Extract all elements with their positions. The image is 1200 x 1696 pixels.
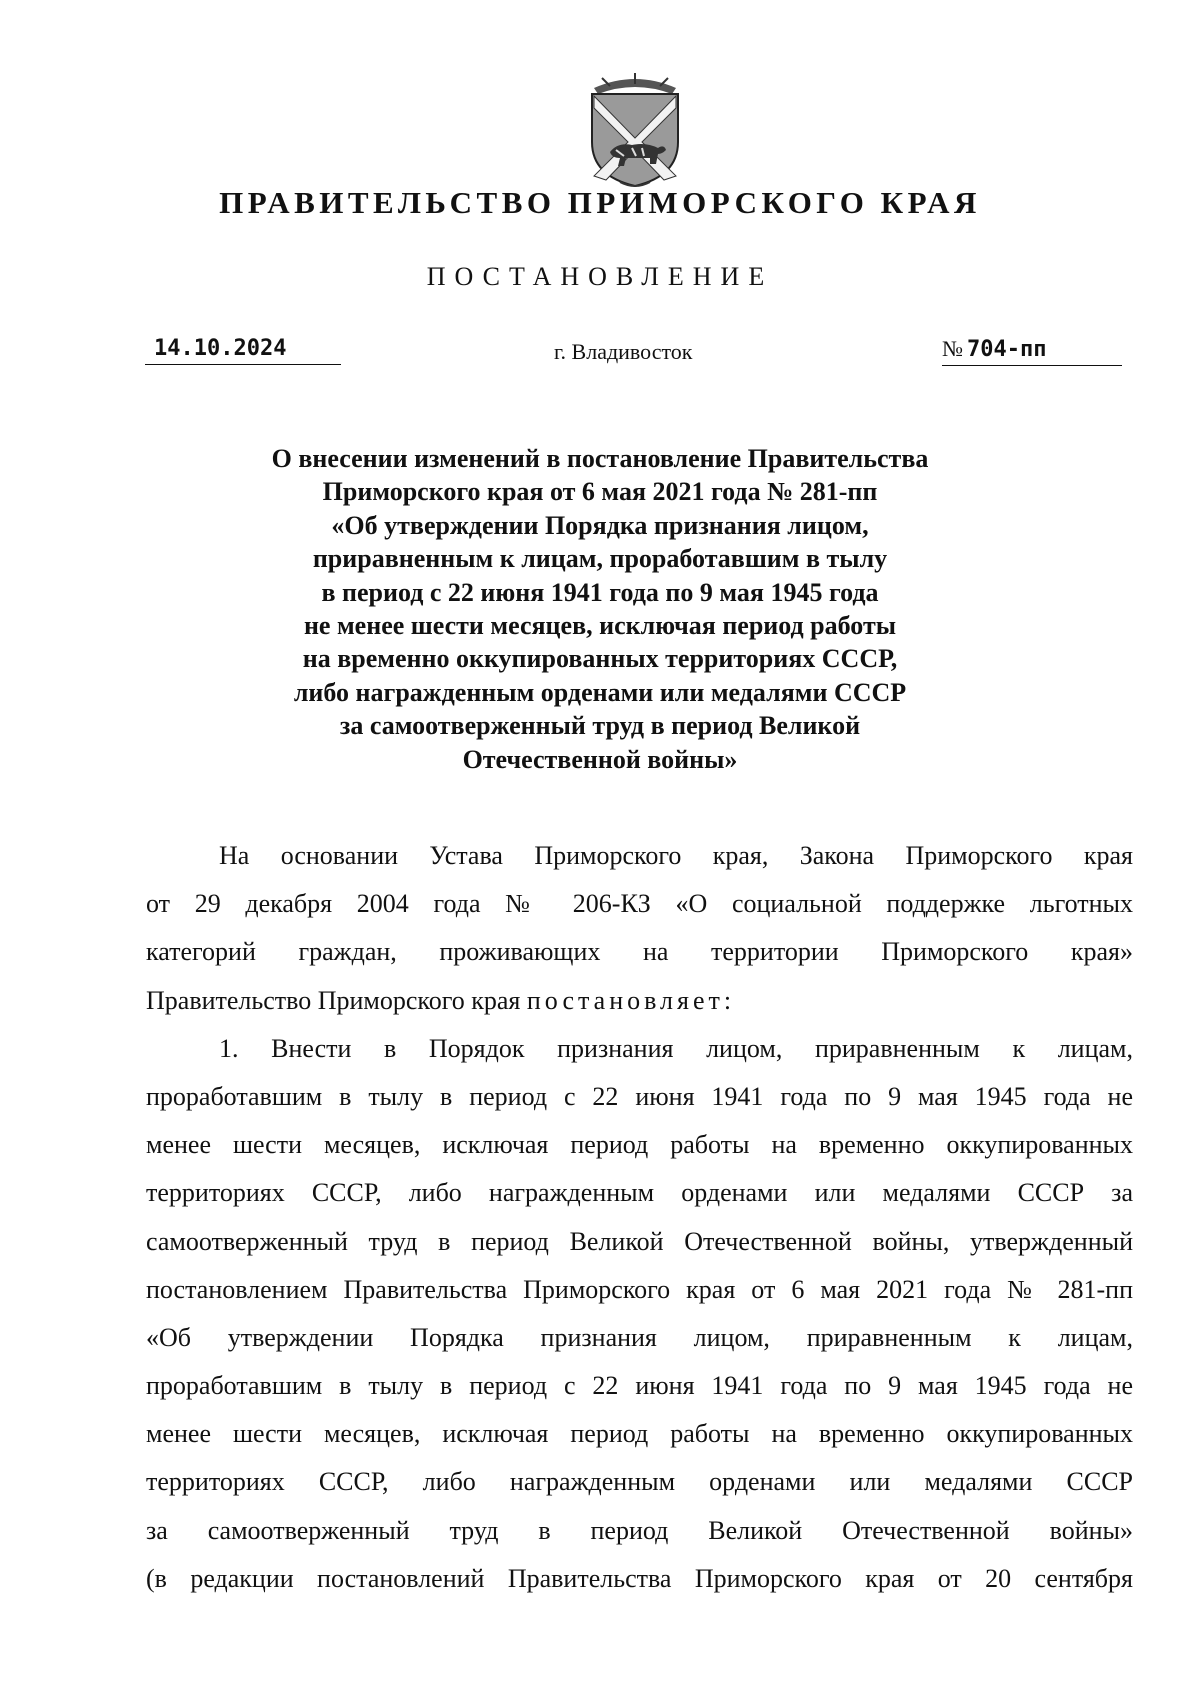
document-type: ПОСТАНОВЛЕНИЕ bbox=[426, 262, 774, 291]
document-number bbox=[942, 334, 1122, 366]
body-line: (в редакции постановлений Правительства Приморского края от 20 сентября bbox=[146, 1563, 1133, 1593]
body-line: от 29 декабря 2004 года № 206-КЗ «О социальной поддержке льготных bbox=[146, 889, 1133, 919]
title-line: «Об утверждении Порядка признания лицом, bbox=[331, 510, 869, 540]
title-line: за самоотверженный труд в период Великой bbox=[339, 711, 861, 741]
body-line: На основании Устава Приморского края, Закона Приморского края bbox=[219, 841, 1133, 870]
document-date: 14.10.2024 bbox=[145, 334, 341, 365]
primorsky-krai-coat-of-arms-icon bbox=[580, 72, 690, 190]
body-line bbox=[146, 977, 1133, 1025]
body-line: менее шести месяцев, исключая период работы на временно оккупированных bbox=[146, 1130, 1133, 1160]
title-line: Отечественной войны» bbox=[462, 744, 738, 774]
body-line: территориях СССР, либо награжденным орденами или медалями СССР bbox=[146, 1467, 1133, 1497]
title-line: на временно оккупированных территориях СССР, bbox=[302, 644, 898, 674]
body-line: категорий граждан, проживающих на территории Приморского края» bbox=[146, 937, 1133, 967]
body-line: территориях СССР, либо награжденным орденами или медалями СССР за bbox=[146, 1178, 1133, 1208]
body-line: проработавшим в тылу в период с 22 июня 1941 года по 9 мая 1945 года не bbox=[146, 1371, 1133, 1401]
body-line: за самоотверженный труд в период Великой Отечественной войны» bbox=[146, 1515, 1133, 1545]
body-line: «Об утверждении Порядка признания лицом, приравненным к лицам, bbox=[146, 1322, 1133, 1352]
number-sign: № bbox=[942, 336, 963, 361]
body-line: 1. Внести в Порядок признания лицом, приравненным к лицам, bbox=[219, 1033, 1133, 1063]
organization-title: ПРАВИТЕЛЬСТВО ПРИМОРСКОГО КРАЯ bbox=[219, 185, 981, 220]
title-line: приравненным к лицам, проработавшим в тылу bbox=[312, 544, 888, 574]
body-line: самоотверженный труд в период Великой Отечественной войны, утвержденный bbox=[146, 1226, 1133, 1256]
document-city: г. Владивосток bbox=[554, 339, 693, 364]
resolution-prefix: Правительство Приморского края bbox=[146, 985, 527, 1015]
document-body bbox=[146, 832, 1133, 1603]
title-line: в период с 22 июня 1941 года по 9 мая 1945 года bbox=[321, 577, 879, 607]
number-value: 704-пп bbox=[967, 337, 1047, 362]
body-line: проработавшим в тылу в период с 22 июня 1941 года по 9 мая 1945 года не bbox=[146, 1081, 1133, 1111]
resolution-verb: постановляет: bbox=[526, 985, 736, 1015]
body-line: менее шести месяцев, исключая период работы на временно оккупированных bbox=[146, 1419, 1133, 1449]
title-line: О внесении изменений в постановление Правительства bbox=[271, 444, 929, 473]
title-line: либо награжденным орденами или медалями СССР bbox=[293, 677, 907, 707]
document-title bbox=[180, 442, 1020, 776]
title-line: не менее шести месяцев, исключая период работы bbox=[303, 611, 897, 641]
body-line: постановлением Правительства Приморского края от 6 мая 2021 года № 281-пп bbox=[146, 1274, 1133, 1304]
title-line: Приморского края от 6 мая 2021 года № 281-пп bbox=[322, 477, 878, 507]
